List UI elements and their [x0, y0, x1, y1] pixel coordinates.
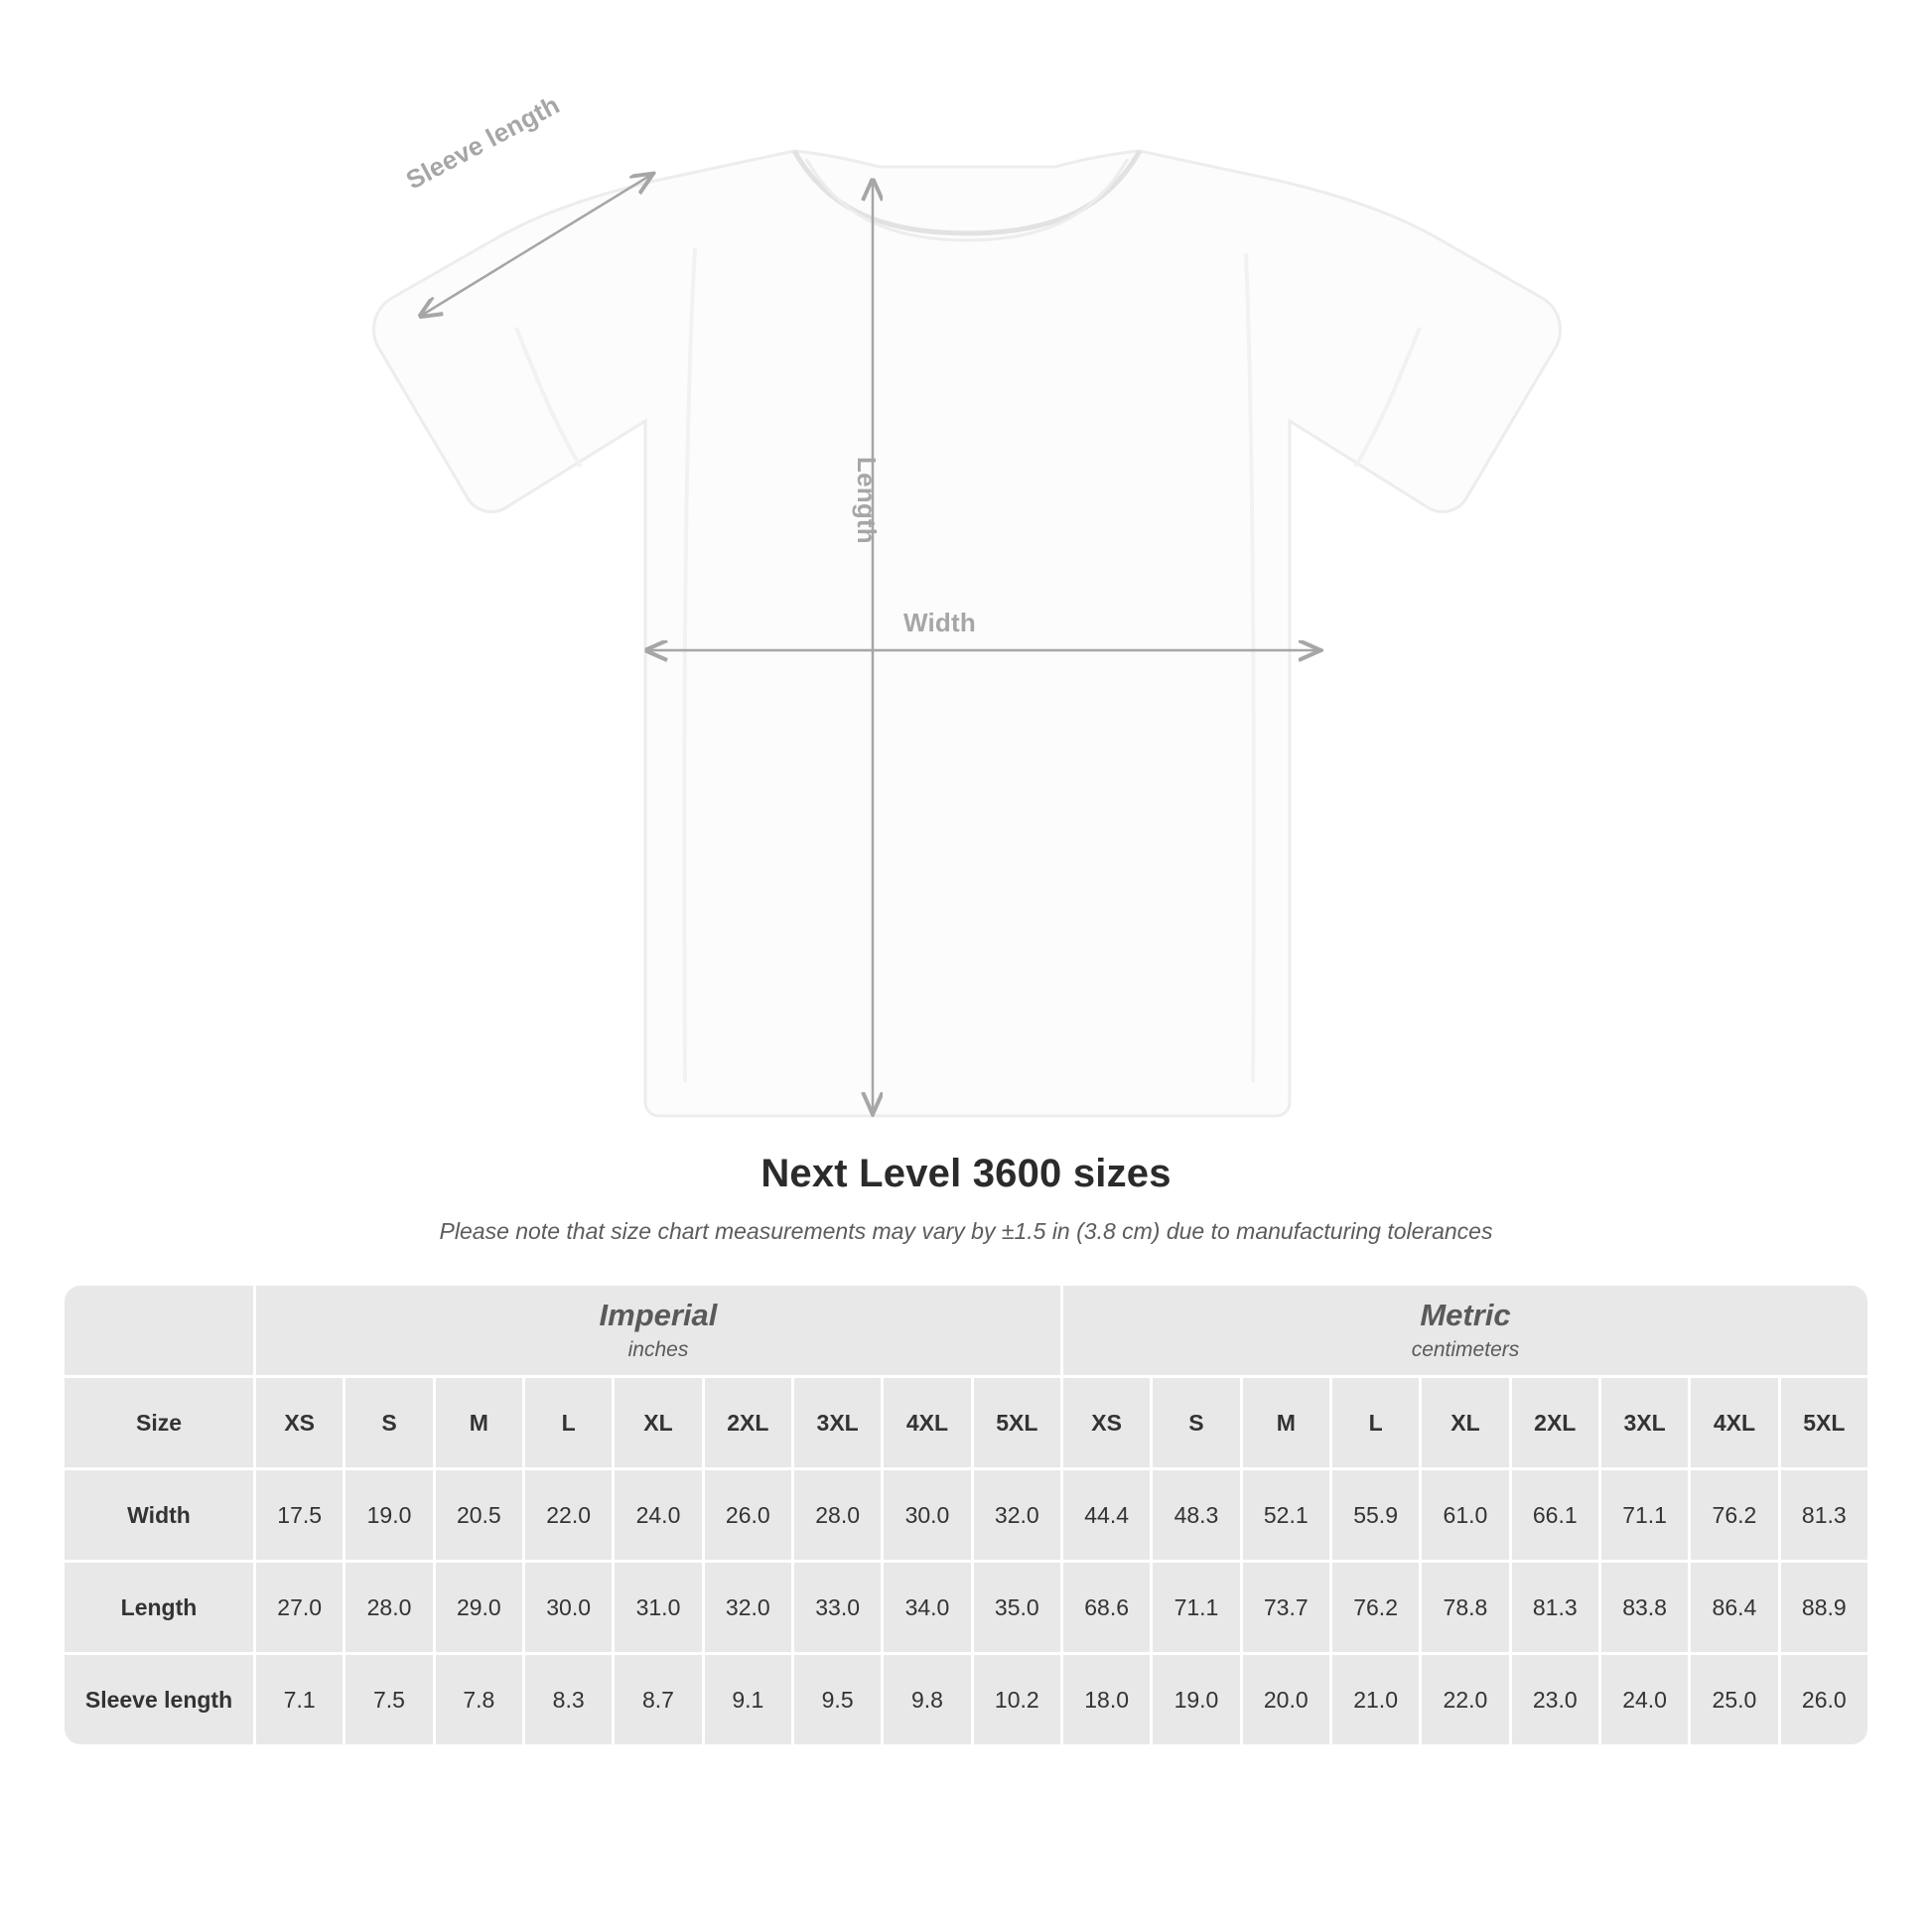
length-imperial-2xl: 32.0: [705, 1563, 791, 1652]
sleeve-metric-2xl: 23.0: [1512, 1655, 1598, 1744]
metric-header-label: Metric: [1420, 1297, 1511, 1332]
length-imperial-m: 29.0: [436, 1563, 522, 1652]
row-label-length: Length: [65, 1563, 253, 1652]
width-metric-l: 55.9: [1332, 1470, 1419, 1560]
width-imperial-4xl: 30.0: [884, 1470, 970, 1560]
length-imperial-xs: 27.0: [256, 1563, 343, 1652]
table-size-header-row: [65, 1378, 1867, 1467]
length-dimension-label: Length: [852, 457, 882, 544]
table-row: [65, 1563, 1867, 1652]
sleeve-metric-s: 19.0: [1153, 1655, 1239, 1744]
size-header-imperial-m: M: [436, 1378, 522, 1467]
length-metric-5xl: 88.9: [1781, 1563, 1867, 1652]
size-header-metric-4xl: 4XL: [1691, 1378, 1777, 1467]
width-imperial-xl: 24.0: [615, 1470, 701, 1560]
size-header-imperial-l: L: [525, 1378, 612, 1467]
imperial-header-sub: inches: [627, 1338, 689, 1362]
size-label-cell: Size: [65, 1378, 253, 1467]
width-imperial-xs: 17.5: [256, 1470, 343, 1560]
sleeve-imperial-3xl: 9.5: [794, 1655, 881, 1744]
sleeve-imperial-5xl: 10.2: [974, 1655, 1060, 1744]
width-metric-4xl: 76.2: [1691, 1470, 1777, 1560]
imperial-header-cell: [256, 1286, 1060, 1375]
length-metric-3xl: 83.8: [1601, 1563, 1688, 1652]
width-imperial-2xl: 26.0: [705, 1470, 791, 1560]
width-metric-xl: 61.0: [1422, 1470, 1508, 1560]
metric-header-cell: [1063, 1286, 1867, 1375]
size-header-imperial-xl: XL: [615, 1378, 701, 1467]
width-imperial-5xl: 32.0: [974, 1470, 1060, 1560]
size-header-imperial-5xl: 5XL: [974, 1378, 1060, 1467]
length-metric-xl: 78.8: [1422, 1563, 1508, 1652]
row-label-sleeve-length: Sleeve length: [65, 1655, 253, 1744]
sleeve-imperial-xl: 8.7: [615, 1655, 701, 1744]
width-dimension-label: Width: [903, 608, 976, 637]
imperial-header-label: Imperial: [599, 1297, 718, 1332]
tolerance-note: Please note that size chart measurements may vary by ±1.5 in (3.8 cm) due to manufacturing tolerances: [439, 1218, 1493, 1244]
size-header-imperial-s: S: [345, 1378, 432, 1467]
sleeve-metric-l: 21.0: [1332, 1655, 1419, 1744]
length-imperial-s: 28.0: [345, 1563, 432, 1652]
table-row: [65, 1470, 1867, 1560]
table-unit-header-row: [65, 1286, 1867, 1375]
size-header-metric-l: L: [1332, 1378, 1419, 1467]
size-header-metric-2xl: 2XL: [1512, 1378, 1598, 1467]
width-metric-5xl: 81.3: [1781, 1470, 1867, 1560]
sleeve-metric-m: 20.0: [1243, 1655, 1329, 1744]
sleeve-imperial-m: 7.8: [436, 1655, 522, 1744]
length-imperial-4xl: 34.0: [884, 1563, 970, 1652]
size-header-imperial-xs: XS: [256, 1378, 343, 1467]
table-row: [65, 1655, 1867, 1744]
length-metric-4xl: 86.4: [1691, 1563, 1777, 1652]
size-header-metric-xs: XS: [1063, 1378, 1150, 1467]
title-block: [0, 1152, 1932, 1245]
sleeve-length-dimension-label: Sleeve length: [401, 89, 565, 196]
size-header-imperial-4xl: 4XL: [884, 1378, 970, 1467]
size-header-metric-5xl: 5XL: [1781, 1378, 1867, 1467]
metric-header-sub: centimeters: [1411, 1338, 1520, 1362]
length-imperial-xl: 31.0: [615, 1563, 701, 1652]
length-imperial-3xl: 33.0: [794, 1563, 881, 1652]
sleeve-imperial-2xl: 9.1: [705, 1655, 791, 1744]
width-metric-s: 48.3: [1153, 1470, 1239, 1560]
size-chart-table-wrap: [62, 1283, 1870, 1747]
size-header-metric-s: S: [1153, 1378, 1239, 1467]
row-label-width: Width: [65, 1470, 253, 1560]
length-imperial-l: 30.0: [525, 1563, 612, 1652]
size-header-metric-3xl: 3XL: [1601, 1378, 1688, 1467]
width-metric-m: 52.1: [1243, 1470, 1329, 1560]
size-header-imperial-3xl: 3XL: [794, 1378, 881, 1467]
width-metric-3xl: 71.1: [1601, 1470, 1688, 1560]
sleeve-metric-xl: 22.0: [1422, 1655, 1508, 1744]
sleeve-imperial-4xl: 9.8: [884, 1655, 970, 1744]
size-header-metric-xl: XL: [1422, 1378, 1508, 1467]
sleeve-metric-5xl: 26.0: [1781, 1655, 1867, 1744]
length-metric-m: 73.7: [1243, 1563, 1329, 1652]
sleeve-metric-xs: 18.0: [1063, 1655, 1150, 1744]
width-imperial-l: 22.0: [525, 1470, 612, 1560]
size-chart-table: [62, 1283, 1870, 1747]
width-imperial-s: 19.0: [345, 1470, 432, 1560]
corner-cell: [65, 1286, 253, 1375]
width-metric-xs: 44.4: [1063, 1470, 1150, 1560]
size-header-imperial-2xl: 2XL: [705, 1378, 791, 1467]
sleeve-metric-3xl: 24.0: [1601, 1655, 1688, 1744]
width-imperial-3xl: 28.0: [794, 1470, 881, 1560]
length-metric-2xl: 81.3: [1512, 1563, 1598, 1652]
page-title: Next Level 3600 sizes: [760, 1152, 1172, 1195]
sleeve-imperial-l: 8.3: [525, 1655, 612, 1744]
length-metric-s: 71.1: [1153, 1563, 1239, 1652]
sleeve-imperial-xs: 7.1: [256, 1655, 343, 1744]
width-imperial-m: 20.5: [436, 1470, 522, 1560]
size-header-metric-m: M: [1243, 1378, 1329, 1467]
width-metric-2xl: 66.1: [1512, 1470, 1598, 1560]
length-metric-xs: 68.6: [1063, 1563, 1150, 1652]
length-metric-l: 76.2: [1332, 1563, 1419, 1652]
sleeve-imperial-s: 7.5: [345, 1655, 432, 1744]
length-imperial-5xl: 35.0: [974, 1563, 1060, 1652]
sleeve-metric-4xl: 25.0: [1691, 1655, 1777, 1744]
